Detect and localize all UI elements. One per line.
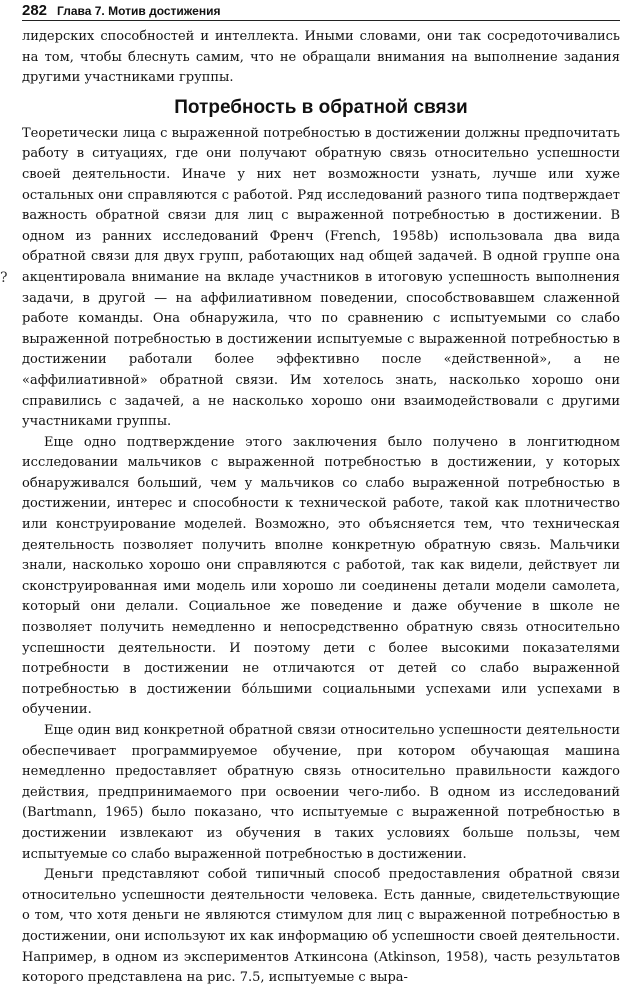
paragraph-continued: лидерских способностей и интеллекта. Иными словами, они так сосредоточивались на том, чтобы блеснуть самим, что не обращали внимания на выполнение задания другими участниками группы. [22, 29, 620, 86]
chapter-title: Глава 7. Мотив достижения [57, 4, 221, 18]
paragraph-programmed-learning: Еще один вид конкретной обратной связи относительно успешности деятельности обеспечивает программируемое обучение, при котором обучающая машина немедленно предоставляет обратную связь относительно правильности каждого действия, предпринимаемого при освоении чего-либо. В одном из исследований (Bartmann, 1965) было показано, что испытуемые с выраженной потребностью в достижении извлекают из обучения в таких условиях больше пользы, чем испытуемые со слабо выраженной потребностью в достижении. [22, 723, 620, 862]
paragraph-longitudinal-study: Еще одно подтверждение этого заключения было получено в лонгитюдном исследовании мальчиков с выраженной потребностью в достижении, у которых обнаруживался больший, чем у мальчиков со слабо выраженной потребностью в достижении, интерес и способности к технической работе, такой как плотничество или конструирование моделей. Возможно, это объясняется тем, что техническая деятельность позволяет получить вполне конкретную обратную связь. Мальчики знали, насколько хорошо они справляются с работой, так как видели, действует ли сконструированная ими модель или хорошо ли соединены детали модели самолета, который они делали. Социальное же поведение и даже обучение в школе не позволяет получить немедленно и непосредственно обратную связь относительно успешности деятельности. И поэтому дети с более высокими показателями потребности в достижении не отличаются от детей со слабо выраженной потребностью в достижении бо́льшими социальными успехами или успехами в обучении. [22, 434, 620, 718]
running-header [22, 2, 620, 21]
paragraph-money-feedback: Деньги представляют собой типичный способ предоставления обратной связи относительно успешности деятельности человека. Есть данные, свидетельствующие о том, что хотя деньги не являются стимулом для лиц с выраженной потребностью в достижении, они используют их как информацию об успешности своей деятельности. Например, в одном из экспериментов Аткинсона (Atkinson, 1958), часть результатов которого представлена на рис. 7.5, испытуемые с выра- [22, 867, 620, 986]
paragraph-feedback-theory: Теоретически лица с выраженной потребностью в достижении должны предпочитать работу в ситуациях, где они получают обратную связь относительно успешности своей деятельности. Иначе у них нет возможности узнать, лучше или хуже остальных они справляются с работой. Ряд исследований разного типа подтверждает важность обратной связи для лиц с выраженной потребностью в достижении. В одном из ранних исследований Френч (French, 1958b) использовала два вида обратной связи для двух групп, работающих над общей задачей. В одной группе она акцентировала внимание на вкладе участников в итоговую успешность выполнения задачи, в другой — на аффилиативном поведении, способствовавшем слаженной работе команды. Она обнаружила, что по сравнению с испытуемыми со слабо выраженной потребностью в достижении испытуемые с выраженной потребностью в достижении работали более эффективно после «действенной», а не «аффилиативной» обратной связи. Им хотелось знать, насколько хорошо они справились с задачей, а не насколько хорошо они взаимодействовали с другими участниками группы. [22, 125, 620, 430]
section-heading: Потребность в обратной связи [174, 96, 468, 118]
margin-pencil-mark: ? [0, 270, 8, 286]
page-number: 282 [22, 2, 48, 19]
body-text [22, 27, 620, 989]
